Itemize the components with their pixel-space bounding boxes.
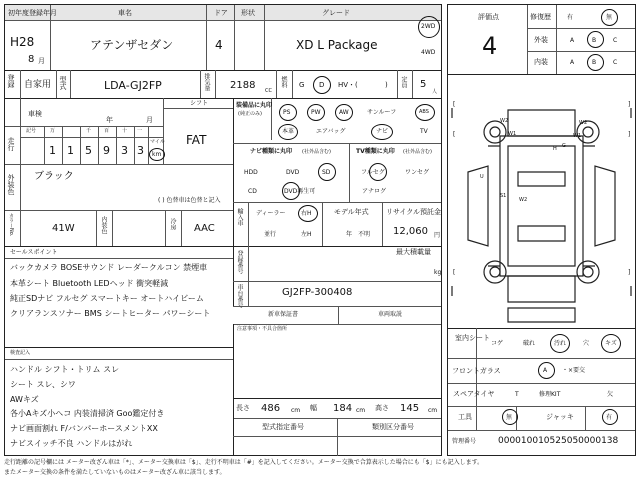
repair-history-label: 修復歴 — [530, 13, 551, 21]
chassis-label: 車台番号 — [236, 284, 243, 308]
mileage-col-10k: 万 — [50, 128, 56, 134]
width-label: 幅 — [310, 404, 317, 412]
inspector-line: ナビスイッチ不良 ハンドルはがれ — [10, 439, 133, 448]
doors-label: ドア — [214, 9, 228, 17]
management-number: 000010010525050000138 — [498, 436, 619, 446]
exterior-grade-label: 外装 — [534, 36, 548, 44]
ext-grade-c: C — [613, 37, 618, 44]
navi-dvd: DVD — [286, 169, 300, 176]
int-grade-b: B — [592, 59, 597, 66]
equip-airbag: エアバッグ — [316, 128, 346, 135]
chassis-value: GJ2FP-300408 — [282, 287, 353, 298]
mileage-digit: 9 — [103, 144, 110, 157]
fuel-label: 燃料 — [280, 76, 287, 88]
rating-value: 4 — [482, 32, 498, 60]
diagram-bracket-right: ] — [628, 131, 631, 138]
equip-tv: TV — [420, 128, 428, 135]
footer-note-1: 走行距離の記号欄には メーター改ざん車は「*」、メーター交換車は「$」、走行不明車は「#」を記入してください。メーター交換で合算表示した場合にも「$」にも記入します。 — [4, 459, 484, 466]
sales-point-line: クリアランスソナー BMS シートヒーター パワーシート — [10, 309, 211, 318]
equipment-sublabel: (純正のみ) — [238, 111, 262, 117]
type-number-label: 型式指定番号 — [262, 423, 304, 431]
interior-seat-label: 室内シート — [455, 334, 490, 342]
import-label: 輸入車 — [236, 208, 243, 226]
navi-cd: CD — [248, 188, 257, 195]
fuel-hv: HV・( — [338, 81, 358, 89]
diagram-bracket-left: [ — [453, 131, 456, 138]
cc-unit: CC — [265, 88, 272, 94]
ac-label: 冷房 — [169, 218, 176, 230]
drive-2wd: 2WD — [421, 23, 436, 30]
payload-unit: kg — [434, 269, 442, 276]
mileage-digit: 3 — [121, 144, 128, 157]
diagram-bracket-left: [ — [453, 101, 456, 108]
diagram-bracket-right: ] — [628, 101, 631, 108]
tv-type-sub: (社外品含む) — [403, 149, 432, 155]
length-unit: cm — [291, 407, 301, 414]
management-number-label: 管理番号 — [452, 438, 477, 445]
mileage-unit-mile: マイル — [150, 139, 165, 145]
width-value: 184 — [333, 403, 353, 414]
front-glass-a: A — [543, 367, 548, 374]
repair-no: 無 — [606, 14, 613, 21]
shape-label: 形状 — [241, 9, 255, 17]
navi-type-label: ナビ種類に丸印 — [250, 148, 293, 155]
seat-ana: 穴 — [583, 340, 590, 347]
exterior-color-label: 外装色 — [7, 174, 15, 195]
drive-4wd: 4WD — [421, 49, 436, 56]
import-right: 右H — [301, 210, 312, 217]
mileage-label: 走行 — [7, 137, 15, 151]
diagram-bracket-right: ] — [628, 269, 631, 276]
height-value: 145 — [400, 403, 420, 414]
equip-sunroof: サンルーフ — [367, 109, 397, 116]
import-parallel: 並行 — [264, 231, 277, 238]
spare-none: 欠 — [607, 391, 614, 398]
exterior-color-value: ブラック — [34, 171, 74, 182]
spare-t: T — [515, 391, 519, 398]
damage-mark-w2: W2 — [579, 120, 588, 126]
inspector-label: 検査記入 — [10, 350, 31, 356]
height-unit: cm — [428, 407, 438, 414]
import-left: 左H — [301, 231, 312, 238]
tv-type-label: TV種類に丸印 — [356, 148, 395, 155]
width-unit: cm — [356, 407, 366, 414]
int-grade-c: C — [613, 59, 618, 66]
tools-label: 工具 — [458, 413, 472, 421]
damage-mark-w2: W2 — [500, 118, 509, 124]
first-reg-era: H28 — [10, 35, 35, 49]
car-name: アテンザセダン — [90, 38, 174, 52]
capacity-label: 定員 — [400, 76, 407, 88]
color-change-note: ( ) 色替車は色替と記入 — [158, 197, 221, 204]
model-year-value: 年 不明 — [346, 231, 371, 238]
model-year-label: モデル年式 — [334, 208, 369, 216]
model-label: 型式 — [59, 76, 67, 90]
door-count: 4 — [215, 38, 223, 52]
notes-label: 注意事項・不具合箇所 — [237, 326, 288, 332]
displacement-value: 2188 — [230, 80, 256, 91]
front-glass-replace: ・×要交 — [562, 367, 586, 374]
first-reg-month: 8 — [28, 54, 35, 65]
use-type: 自家用 — [24, 80, 52, 90]
seat-yabure: 破れ — [523, 340, 536, 347]
equip-navi: ナビ — [376, 128, 389, 135]
sales-points-label: セールスポイント — [10, 249, 58, 256]
jack-label: ジャッキ — [546, 413, 574, 421]
equipment-label: 装備品に丸印 — [236, 102, 273, 109]
diagram-bracket-left: [ — [453, 269, 456, 276]
color-no-value: 41W — [52, 223, 75, 234]
vehicle-damage-diagram — [448, 76, 635, 328]
first-reg-label: 初年度登録年月 — [8, 9, 57, 17]
mileage-unit-km: km — [152, 151, 162, 158]
shift-value: FAT — [186, 133, 207, 147]
seat-koge: コゲ — [491, 340, 504, 347]
ext-grade-a: A — [570, 37, 575, 44]
spare-kit: 修理KIT — [539, 391, 561, 398]
front-glass-label: フロントガラス — [452, 367, 501, 375]
damage-mark-u: U — [480, 174, 484, 180]
damage-mark-g: G — [562, 143, 566, 149]
vehicle-manual: 車両取説 — [378, 311, 403, 318]
mileage-col-1: 一 — [137, 128, 143, 134]
damage-mark-w1: W1 — [573, 133, 582, 139]
tools-value: 無 — [506, 414, 513, 421]
mileage-col-100: 百 — [104, 128, 110, 134]
tv-analog: アナログ — [362, 188, 387, 195]
mileage-col-sign: 記号 — [26, 128, 37, 134]
ext-grade-b: B — [592, 37, 597, 44]
damage-mark-s1: S1 — [500, 193, 507, 199]
equip-pw: PW — [311, 109, 321, 116]
inspector-line: ナビ画面割れ F/バンパーホースメントXX — [10, 424, 158, 433]
sales-point-line: バックカメラ BOSEサウンド レーダークルコン 禁煙車 — [10, 263, 208, 272]
inspector-line: シート スレ、シワ — [10, 380, 76, 389]
fuel-g: G — [299, 81, 305, 89]
spare-tire-label: スペアタイヤ — [453, 390, 495, 398]
navi-hdd: HDD — [244, 169, 258, 176]
import-dealer: ディーラー — [256, 210, 286, 217]
class-number-label: 類別区分番号 — [372, 423, 414, 431]
registration-label: 登録 — [7, 74, 15, 88]
navi-sd: SD — [322, 169, 331, 176]
seat-yogore: 汚れ — [554, 340, 567, 347]
new-car-warranty: 新車保証書 — [268, 311, 299, 318]
mileage-col-10: 十 — [122, 128, 128, 134]
color-no-label: カラーNo. — [8, 213, 14, 237]
inspection-month-unit: 月 — [146, 116, 153, 124]
mileage-col-1k: 千 — [86, 128, 92, 134]
shift-label: シフト — [190, 100, 209, 107]
seat-kizu: キズ — [605, 340, 617, 347]
ac-value: AAC — [194, 223, 215, 234]
recycle-value: 12,060 — [393, 226, 428, 237]
mileage-digit: 1 — [67, 144, 74, 157]
reg-no-label: 登録番号 — [236, 250, 243, 274]
sales-point-line: 純正SDナビ フルセグ スマートキー オートハイビーム — [10, 294, 204, 303]
sales-point-line: 本革シート Bluetooth LEDヘッド 衝突軽減 — [10, 279, 169, 288]
equip-ps: PS — [283, 109, 291, 116]
length-label: 長さ — [236, 404, 250, 412]
tv-fullseg: フルセグ — [361, 169, 385, 176]
length-value: 486 — [261, 403, 281, 414]
mileage-digit: 5 — [85, 144, 92, 157]
equip-aw: AW — [339, 109, 349, 116]
equip-leather: 本革 — [282, 128, 295, 135]
car-name-label: 車名 — [118, 9, 132, 17]
recycle-unit: 円 — [434, 232, 441, 239]
mileage-digit: 3 — [137, 144, 144, 157]
rating-label: 評価点 — [478, 13, 499, 21]
interior-grade-label: 内装 — [534, 58, 548, 66]
inspection-label: 車検 — [28, 110, 42, 118]
jack-value: 有 — [606, 414, 613, 421]
fuel-close: ) — [385, 81, 388, 89]
mileage-digit: 1 — [49, 144, 56, 157]
damage-mark-w1: W1 — [508, 131, 517, 137]
inspector-line: ハンドル シフト・トリム スレ — [10, 365, 120, 374]
int-grade-a: A — [570, 59, 575, 66]
inspection-year-unit: 年 — [106, 116, 113, 124]
person-unit: 人 — [432, 89, 438, 95]
model-code: LDA-GJ2FP — [104, 79, 162, 92]
inspector-line: 各小Aキズ小ヘコ 内装清掃済 Goo鑑定付き — [10, 409, 165, 418]
grade-value: XD L Package — [296, 38, 378, 52]
capacity-value: 5 — [420, 79, 427, 90]
height-label: 高さ — [375, 404, 389, 412]
repair-yes: 有 — [567, 14, 574, 21]
recycle-label: リサイクル預託金 — [386, 208, 442, 216]
inspector-line: AWキズ — [10, 395, 39, 404]
navi-dvd-play: DVD再生可 — [284, 188, 316, 195]
damage-mark-w2: W2 — [519, 197, 528, 203]
payload-label: 最大積載量 — [396, 248, 431, 256]
tv-oneseg: ワンセグ — [405, 169, 430, 176]
equip-abs: ABS — [419, 109, 429, 115]
grade-label: グレード — [322, 9, 350, 17]
month-unit: 月 — [38, 57, 45, 65]
displacement-label: 排気量 — [203, 73, 210, 91]
damage-mark-hg: H — [553, 146, 557, 152]
footer-note-2: またメーター交換の条件を満たしていないものはメーター改ざん車に該当します。 — [4, 469, 226, 476]
interior-color-label: 内装色 — [100, 216, 107, 234]
navi-type-sub: (社外品含む) — [302, 149, 331, 155]
fuel-d: D — [319, 81, 325, 89]
